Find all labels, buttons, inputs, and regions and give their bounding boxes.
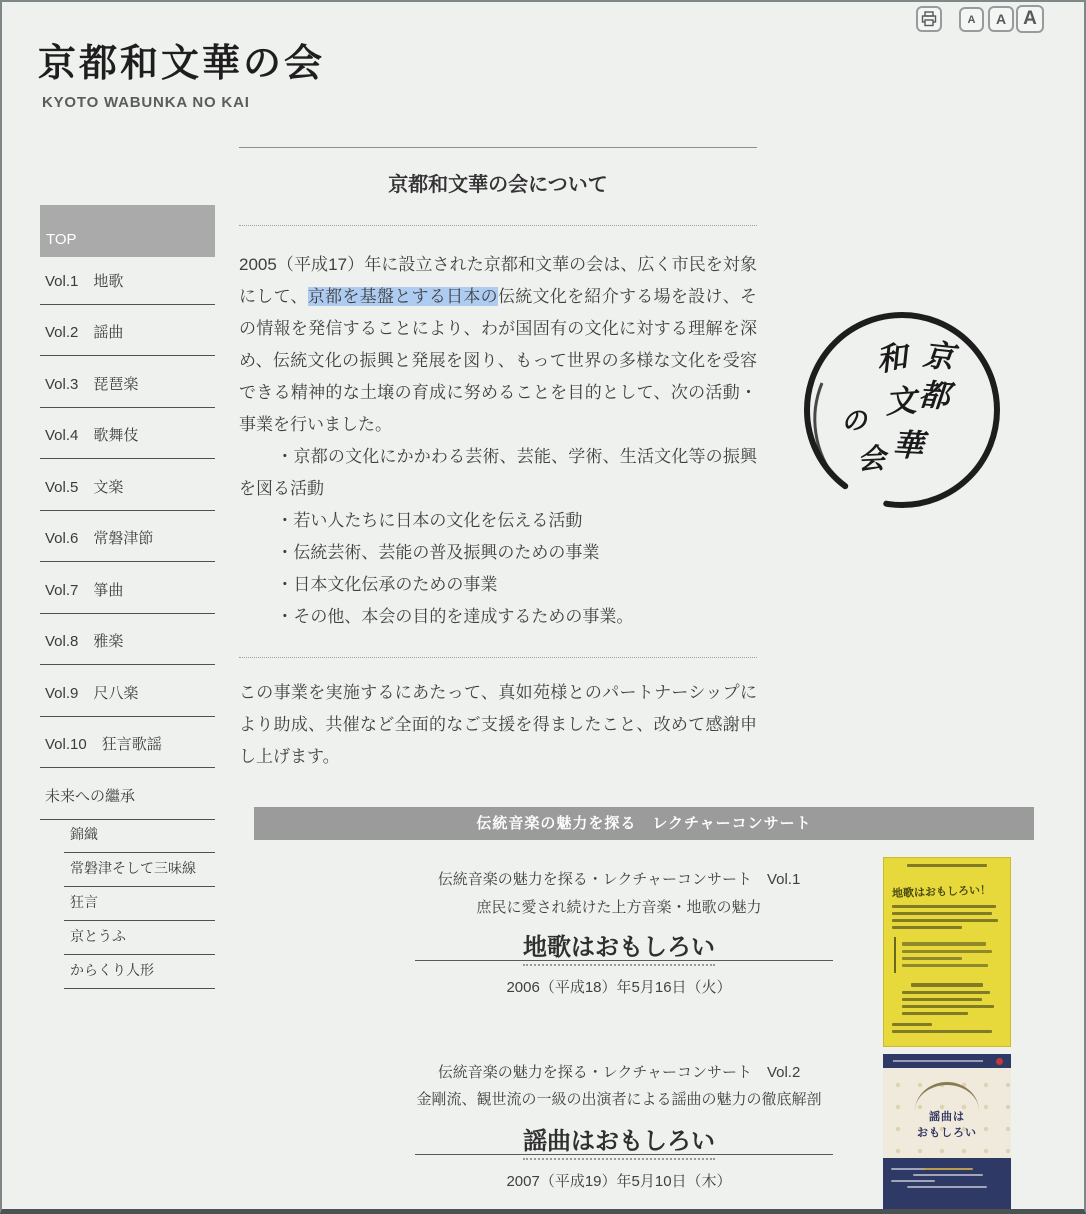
- activity-bullet: ・京都の文化にかかわる芸術、芸能、学術、生活文化等の振興を図る活動: [239, 447, 757, 498]
- sidebar-subitem-karakuri[interactable]: からくり人形: [64, 955, 215, 989]
- sidebar-subitem-kyogen[interactable]: 狂言: [64, 887, 215, 921]
- font-size-medium-label: A: [995, 11, 1007, 27]
- poster1-title: 地歌はおもしろい！: [891, 884, 992, 900]
- calligraphy-stamp: [800, 293, 1005, 533]
- selected-text: 京都を基盤とする日本の: [307, 287, 498, 306]
- print-icon: [921, 11, 937, 27]
- activity-bullet: ・その他、本会の目的を達成するための事業。: [276, 607, 634, 626]
- site-subtitle: KYOTO WABUNKA NO KAI: [42, 94, 250, 111]
- lecture-concert-banner: 伝統音楽の魅力を探る レクチャーコンサート: [254, 807, 1034, 840]
- site-logo[interactable]: 京都和文華の会: [38, 40, 326, 85]
- stamp-char: 京: [921, 337, 956, 377]
- sidebar-item-vol9[interactable]: Vol.9 尺八楽: [40, 666, 215, 717]
- page-title: 京都和文華の会について: [388, 174, 608, 196]
- font-size-medium-button[interactable]: [988, 6, 1014, 32]
- concert2-title-link[interactable]: [336, 1121, 902, 1156]
- poster2-center: [883, 1068, 1011, 1158]
- sidebar-item-vol7[interactable]: Vol.7 箏曲: [40, 563, 215, 614]
- font-size-small-label: A: [967, 13, 976, 26]
- section-divider: [239, 657, 757, 658]
- concert1-subtitle: 庶民に愛され続けた上方音楽・地歌の魅力: [476, 899, 762, 916]
- concert2-date: 2007（平成19）年5月10日（木）: [506, 1173, 732, 1190]
- sidebar-item-vol5[interactable]: Vol.5 文楽: [40, 460, 215, 511]
- sidebar-subitem-tokiwazu[interactable]: 常磐津そして三味線: [64, 853, 215, 887]
- about-paragraph-1: [239, 249, 757, 441]
- stamp-char: 文: [884, 382, 918, 421]
- poster2-title-line1: 謡曲は: [929, 1111, 965, 1123]
- title-top-rule: [239, 147, 757, 148]
- stamp-char: 華: [891, 427, 925, 465]
- poster2-top-band: [883, 1054, 1011, 1068]
- sidebar-item-vol8[interactable]: Vol.8 雅楽: [40, 614, 215, 665]
- activity-bullet: ・日本文化伝承のための事業: [276, 575, 498, 594]
- concert1-series: 伝統音楽の魅力を探る・レクチャーコンサート Vol.1: [437, 871, 801, 888]
- stamp-char: の: [839, 405, 869, 438]
- paragraph-text: 伝統文化を紹介する場を設け、その情報を発信することにより、わが国固有の文化に対する理解を深め、伝統文化の振興と発展を図り、もって世界の多様な文化を受容できる精神的な土壌の育成に努めることを目的として、次の活動・事業を行いました。: [239, 287, 758, 434]
- poster2-arc: [915, 1082, 979, 1111]
- stamp-char: 和: [874, 338, 910, 379]
- font-size-small-button[interactable]: [959, 7, 984, 32]
- sidebar-subitem-kyotofu[interactable]: 京とうふ: [64, 921, 215, 955]
- sidebar-item-vol2[interactable]: Vol.2 謡曲: [40, 305, 215, 356]
- sidebar-item-vol1[interactable]: Vol.1 地歌: [40, 254, 215, 305]
- concert1-date: 2006（平成18）年5月16日（火）: [506, 979, 732, 996]
- concert2-series: 伝統音楽の魅力を探る・レクチャーコンサート Vol.2: [437, 1064, 801, 1081]
- concert2-subtitle: 金剛流、観世流の一級の出演者による謡曲の魅力の徹底解剖: [416, 1091, 822, 1108]
- sidebar-item-vol6[interactable]: Vol.6 常磐津節: [40, 511, 215, 562]
- sidebar-subitem-nishijin[interactable]: 錦織: [64, 819, 215, 853]
- activity-bullet: ・伝統芸術、芸能の普及振興のための事業: [276, 543, 600, 562]
- stamp-char: 都: [917, 377, 951, 416]
- about-paragraph-2: この事業を実施するにあたって、真如苑様とのパートナーシップにより助成、共催など全面的なご支援を得ましたこと、改めて感謝申し上げます。: [239, 683, 757, 766]
- concert1-rule: [415, 960, 833, 961]
- stamp-circle-icon: [800, 293, 1005, 528]
- sidebar-item-vol4[interactable]: Vol.4 歌舞伎: [40, 408, 215, 459]
- concert1-title-link[interactable]: [336, 927, 902, 962]
- concert2-title: 謡曲はおもしろい: [523, 1128, 715, 1160]
- poster2-red-dot: [996, 1058, 1003, 1065]
- font-size-large-label: A: [1023, 8, 1037, 29]
- thanks-text-block: [239, 677, 757, 773]
- print-button[interactable]: [916, 6, 942, 32]
- about-text-block: [239, 249, 757, 633]
- sidebar-item-top[interactable]: TOP: [40, 205, 215, 257]
- stamp-char: 会: [856, 441, 887, 476]
- concert2-poster-thumbnail[interactable]: [883, 1054, 1011, 1210]
- concert2-rule: [415, 1154, 833, 1155]
- sidebar-item-vol10[interactable]: Vol.10 狂言歌謡: [40, 717, 215, 768]
- font-size-large-button[interactable]: [1016, 5, 1044, 33]
- concert1-poster-thumbnail[interactable]: [883, 857, 1011, 1047]
- title-bottom-rule: [239, 225, 757, 226]
- poster2-bottom-band: [883, 1158, 1011, 1210]
- sidebar-item-legacy[interactable]: 未来への繼承: [40, 769, 215, 820]
- sidebar-item-vol3[interactable]: Vol.3 琵琶楽: [40, 357, 215, 408]
- concert1-title: 地歌はおもしろい: [523, 934, 715, 966]
- activity-bullet: ・若い人たちに日本の文化を伝える活動: [276, 511, 583, 530]
- paragraph-text: 2005（平成17）年に設立された京都和文華の会は、広く市民を対象にして、: [239, 255, 757, 306]
- poster2-title-line2: おもしろい: [917, 1127, 977, 1139]
